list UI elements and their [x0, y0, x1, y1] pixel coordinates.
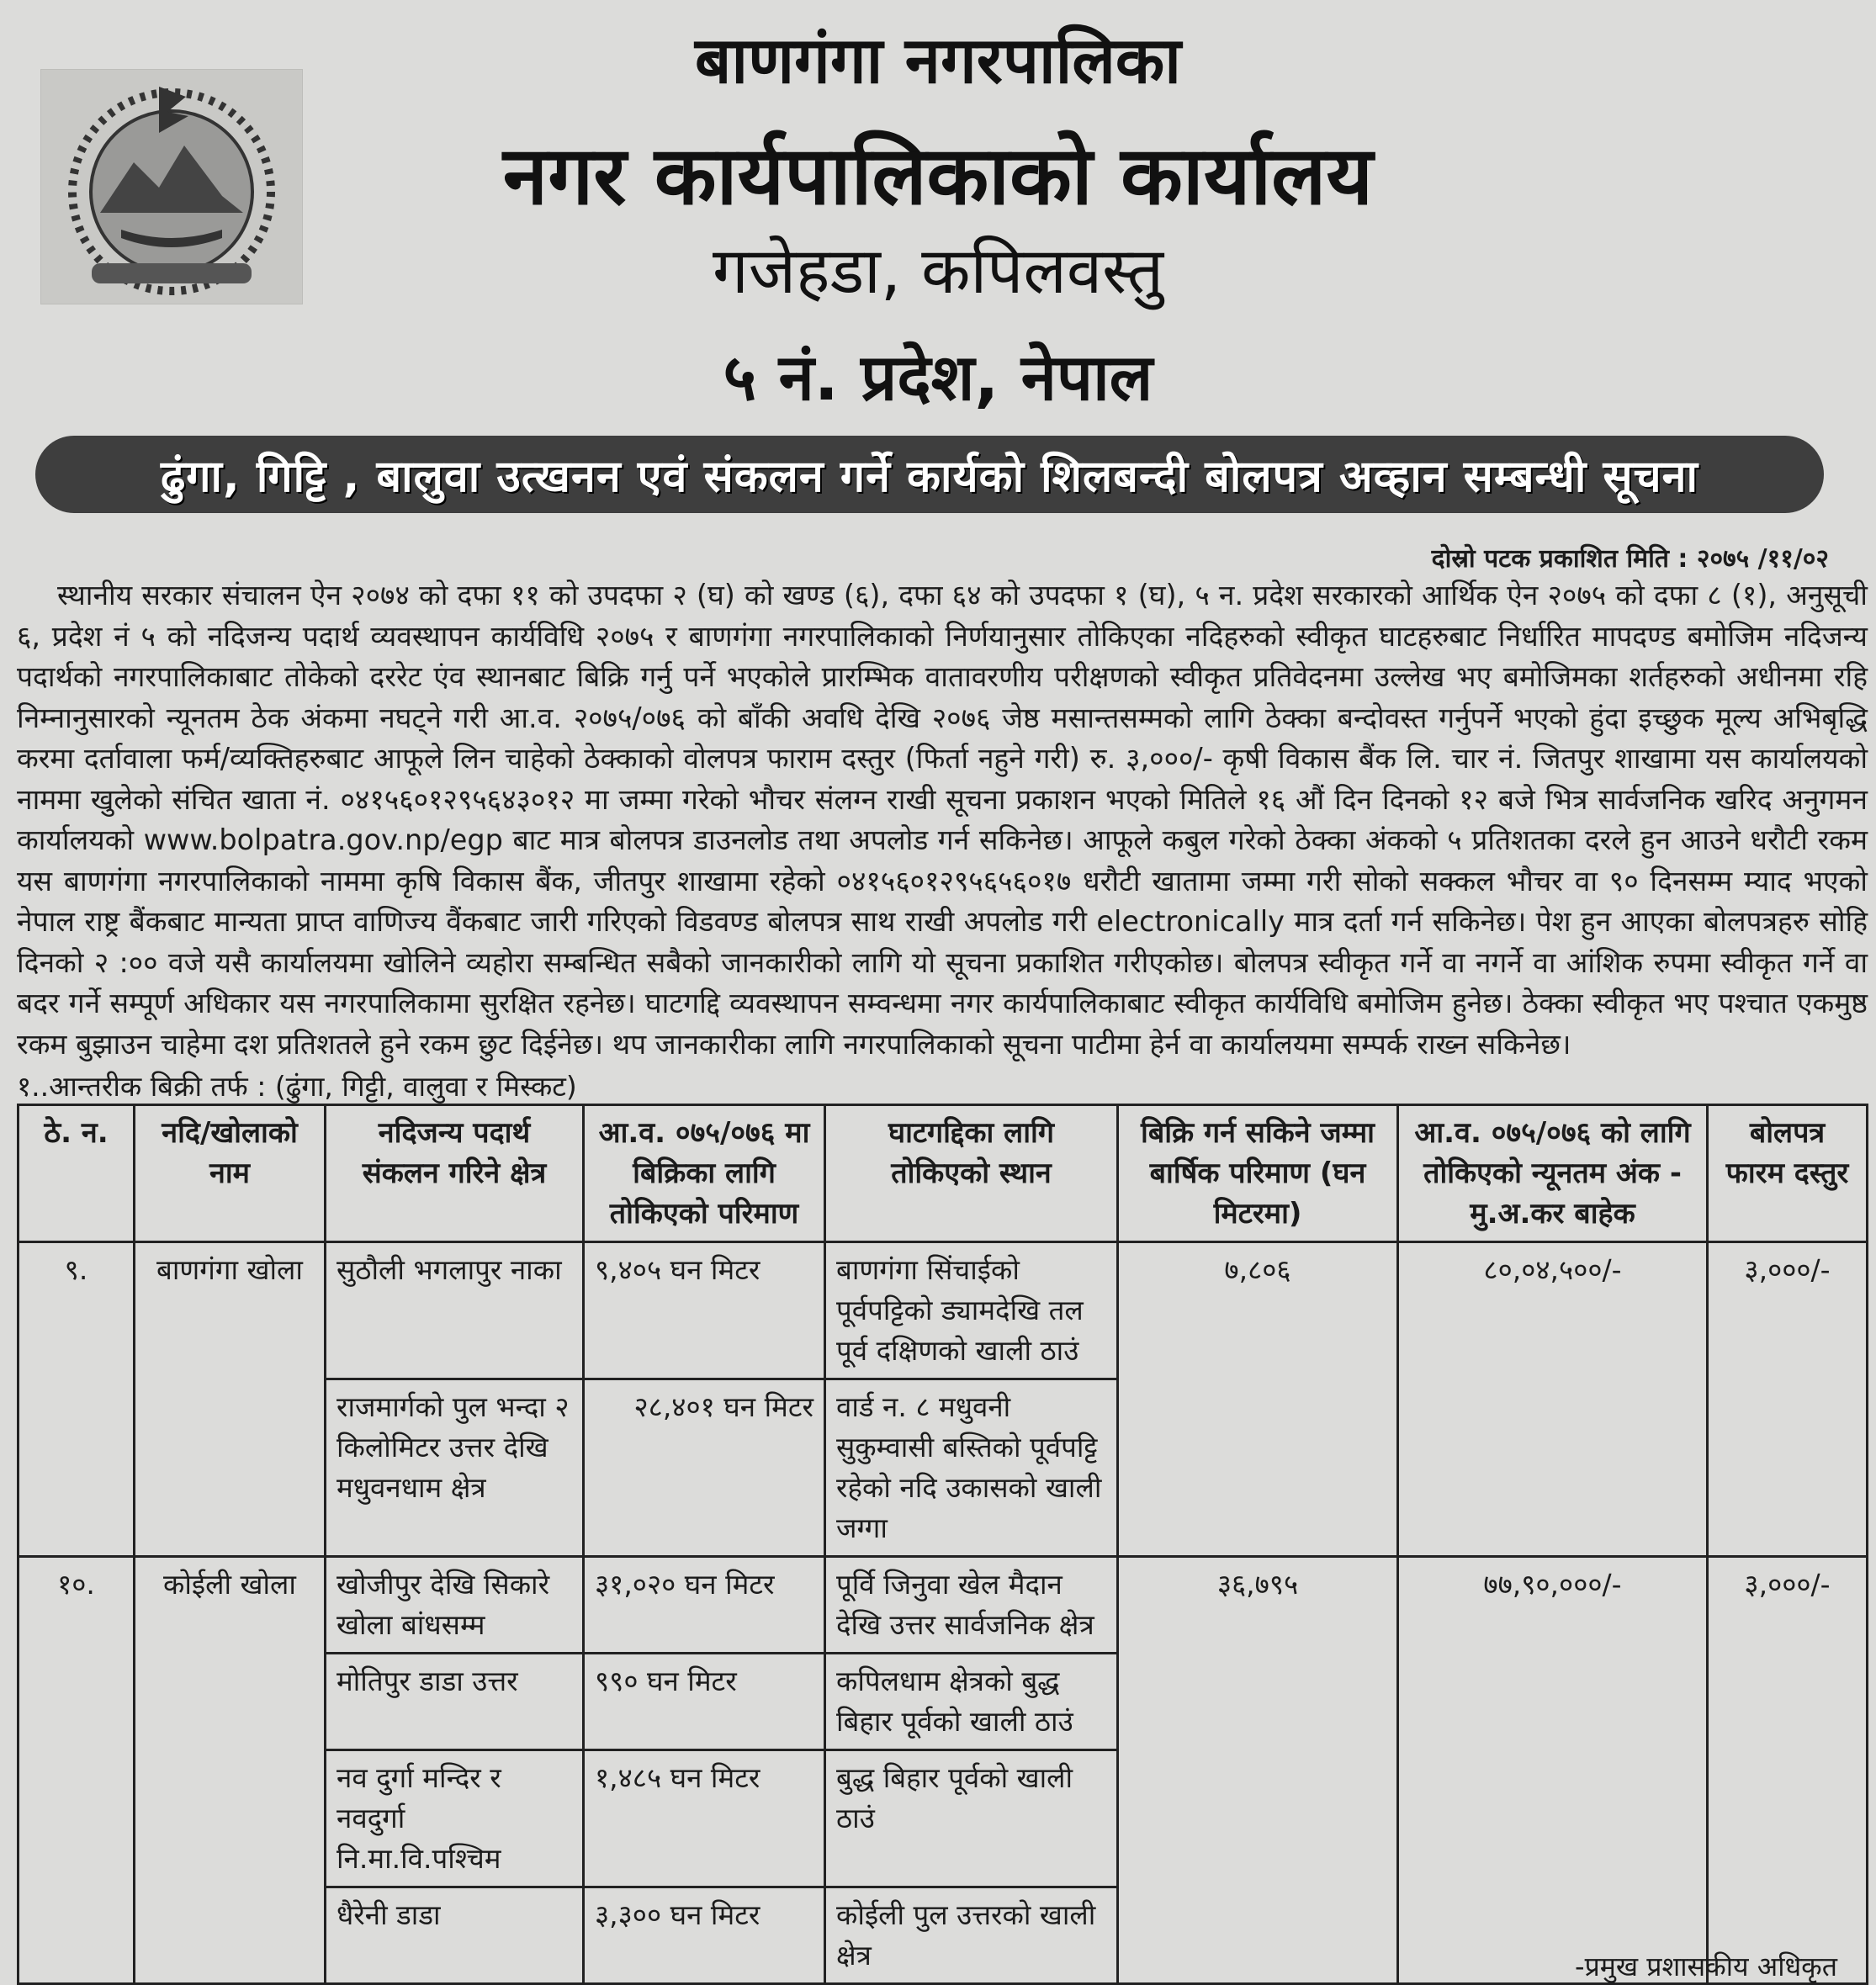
area-cell: खोजीपुर देखि सिकारे खोला बांधसम्म [326, 1557, 584, 1654]
area-cell: राजमार्गको पुल भन्दा २ किलोमिटर उत्तर देखि मधुवनधाम क्षेत्र [326, 1379, 584, 1557]
signatory: -प्रमुख प्रशासकीय अधिकृत [1575, 1951, 1837, 1982]
river-cell: बाणगंगा खोला [135, 1242, 326, 1557]
area-cell: सुठौली भगलापुर नाका [326, 1242, 584, 1379]
office-name: नगर कार्यपालिकाको कार्यालय [502, 129, 1374, 223]
col-header-ghat: घाटगद्दिका लागि तोकिएको स्थान [825, 1105, 1118, 1242]
quantity-cell: ३१,०२० घन मिटर [584, 1557, 825, 1654]
section-title: १..आन्तरीक बिक्री तर्फ : (ढुंगा, गिट्टी, वालुवा र मिस्कट) [17, 1070, 577, 1103]
contract-no-cell: १०. [19, 1557, 135, 1984]
ghat-cell: पूर्वि जिनुवा खेल मैदान देखि उत्तर सार्वजनिक क्षेत्र [825, 1557, 1118, 1654]
col-header-contract-no: ठे. न. [19, 1105, 135, 1242]
col-header-min-amount: आ.व. ०७५/०७६ को लागि तोकिएको न्यूनतम अंक - मु.अ.कर बाहेक [1398, 1105, 1708, 1242]
table-header-row [19, 1105, 1868, 1242]
col-header-area: नदिजन्य पदार्थ संकलन गरिने क्षेत्र [326, 1105, 584, 1242]
min-amount-cell: ७७,९०,०००/- [1398, 1557, 1708, 1984]
quantity-cell: ३,३०० घन मिटर [584, 1887, 825, 1984]
col-header-quantity: आ.व. ०७५/०७६ मा बिक्रिका लागि तोकिएको परिमाण [584, 1105, 825, 1242]
annual-qty-cell: ३६,७९५ [1118, 1557, 1398, 1984]
municipality-name: बाणगंगा नगरपालिका [695, 23, 1181, 98]
ghat-cell: कोईली पुल उत्तरको खाली क्षेत्र [825, 1887, 1118, 1984]
notice-title: ढुंगा, गिट्टि , बालुवा उत्खनन एवं संकलन गर्ने कार्यको शिलबन्दी बोलपत्र अव्हान सम्बन्धी सूचना [161, 451, 1698, 502]
notice-title-banner [35, 436, 1824, 513]
quantity-cell: २८,४०१ घन मिटर [584, 1379, 825, 1557]
river-cell: कोईली खोला [135, 1557, 326, 1984]
quantity-cell: १,४८५ घन मिटर [584, 1750, 825, 1887]
office-location: गजेहडा, कपिलवस्तु [712, 233, 1164, 308]
notice-paragraph: स्थानीय सरकार संचालन ऐन २०७४ को दफा ११ को उपदफा २ (घ) को खण्ड (६), दफा ६४ को उपदफा १ (घ), ५ न. प्रदेश सरकारको आर्थिक ऐन २०७५ को दफा ८ (१), अनुसूची ६, प्रदेश नं ५ को नदिजन्य पदार्थ व्यवस्थापन कार्यविधि २०७५ र बाणगंगा नगरपालिकाको निर्णयानुसार तोकिएका नदिहरुको स्वीकृत घाटहरुबाट निर्धारित मापदण्ड बमोजिम नदिजन्य पदार्थको नगरपालिकाबाट तोकेको दररेट एंव स्थानबाट बिक्रि गर्नु पर्ने भएकोले प्रारम्भिक वातावरणीय परीक्षणको स्वीकृत प्रतिवेदनमा उल्लेख भए बमोजिमका शर्तहरुको अधीनमा रहि निम्नानुसारको न्यूनतम ठेक अंकमा नघट्ने गरी आ.व. २०७५/०७६ को बाँकी अवधि देखि २०७६ जेष्ठ मसान्तसम्मको लागि ठेक्का बन्दोवस्त गर्नुपर्ने भएको हुंदा इच्छुक मूल्य अभिबृद्धि करमा दर्तावाला फर्म/व्यक्तिहरुबाट आफूले लिन चाहेको ठेक्काको वोलपत्र फाराम दस्तुर (फिर्ता नहुने गरी) रु. ३,०००/- कृषी विकास बैंक लि. चार नं. जितपुर शाखामा यस कार्यालयको नाममा खुलेको संचित खाता नं. ०४१५६०१२९५६४३०१२ मा जम्मा गरेको भौचर संलग्न राखी सूचना प्रकाशन भएको मितिले १६ औं दिन दिनको १२ बजे भित्र सार्वजनिक खरिद अनुगमन कार्यालयको www.bolpatra.gov.np/egp बाट मात्र बोलपत्र डाउनलोड तथा अपलोड गर्न सकिनेछ। आफूले कबुल गरेको ठेक्का अंकको ५ प्रतिशतका दरले हुन आउने धरौटी रकम यस बाणगंगा नगरपालिकाको नाममा कृषि विकास बैंक, जीतपुर शाखामा रहेको ०४१५६०१२९५६५६०१७ धरौटी खातामा जम्मा गरी सोको सक्कल भौचर वा ९० दिनसम्म म्याद भएको नेपाल राष्ट्र बैंकबाट मान्यता प्राप्त वाणिज्य वैंकबाट जारी गरिएको विडवण्ड बोलपत्र साथ राखी अपलोड गरी electronically मात्र दर्ता गर्न सकिनेछ। पेश हुन आएका बोलपत्रहरु सोहि दिनको २ :०० वजे यसै कार्यालयमा खोलिने व्यहोरा सम्बन्धित सबैको जानकारीको लागि यो सूचना प्रकाशित गरीएकोछ। बोलपत्र स्वीकृत गर्ने वा नगर्ने वा आंशिक रुपमा स्वीकृत गर्ने वा बदर गर्ने सम्पूर्ण अधिकार यस नगरपालिकामा सुरक्षित रहनेछ। घाटगद्दि व्यवस्थापन सम्वन्धमा नगर कार्यपालिकाबाट स्वीकृत कार्यविधि बमोजिम हुनेछ। ठेक्का स्वीकृत भए पश्चात एकमुष्ठ रकम बुझाउन चाहेमा दश प्रतिशतले हुने रकम छुट दिईनेछ। थप जानकारीका लागि नगरपालिकाको सूचना पाटीमा हेर्न वा कार्यालयमा सम्पर्क राख्न सकिनेछ। [17, 579, 1868, 1061]
table-row [19, 1557, 1868, 1654]
contract-no-cell: ९. [19, 1242, 135, 1557]
ghat-cell: बुद्ध बिहार पूर्वको खाली ठाउं [825, 1750, 1118, 1887]
ghat-cell: वार्ड न. ८ मधुवनी सुकुम्वासी बस्तिको पूर्वपट्टि रहेको नदि उकासको खाली जग्गा [825, 1379, 1118, 1557]
publication-date: दोस्रो पटक प्रकाशित मिति : २०७५ /११/०२ [1431, 544, 1829, 574]
annual-qty-cell: ७,८०६ [1118, 1242, 1398, 1557]
quantity-cell: ९,४०५ घन मिटर [584, 1242, 825, 1379]
ghat-cell: बाणगंगा सिंचाईको पूर्वपट्टिको ड्यामदेखि तल पूर्व दक्षिणको खाली ठाउं [825, 1242, 1118, 1379]
col-header-annual-qty: बिक्रि गर्न सकिने जम्मा बार्षिक परिमाण (घन मिटरमा) [1118, 1105, 1398, 1242]
area-cell: धैरेनी डाडा [326, 1887, 584, 1984]
table-row [19, 1242, 1868, 1379]
min-amount-cell: ८०,०४,५००/- [1398, 1242, 1708, 1557]
tender-table [17, 1104, 1868, 1985]
area-cell: नव दुर्गा मन्दिर र नवदुर्गा नि.मा.वि.पश्चिम [326, 1750, 584, 1887]
area-cell: मोतिपुर डाडा उत्तर [326, 1654, 584, 1750]
form-fee-cell: ३,०००/- [1708, 1242, 1868, 1557]
province-name: ५ नं. प्रदेश, नेपाल [723, 340, 1153, 415]
col-header-form-fee: बोलपत्र फारम दस्तुर [1708, 1105, 1868, 1242]
form-fee-cell: ३,०००/- [1708, 1557, 1868, 1984]
notice-body [17, 575, 1868, 1065]
quantity-cell: ९९० घन मिटर [584, 1654, 825, 1750]
ghat-cell: कपिलधाम क्षेत्रको बुद्ध बिहार पूर्वको खाली ठाउं [825, 1654, 1118, 1750]
col-header-river: नदि/खोलाको नाम [135, 1105, 326, 1242]
